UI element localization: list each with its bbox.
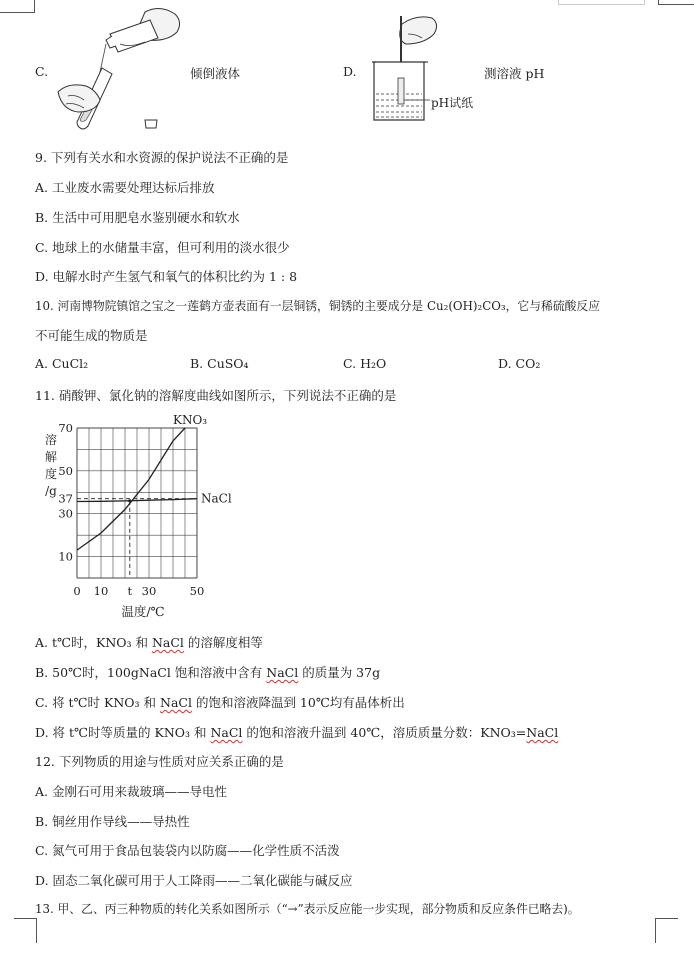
series-line-kno3 xyxy=(77,428,185,550)
q13-stem: 13. 甲、乙、丙三种物质的转化关系如图所示（“→”表示反应能一步实现，部分物质和反应条件已略去)。 xyxy=(35,902,580,916)
x-tick-label: 0 xyxy=(73,584,81,598)
q11-a-text-post: 的溶解度相等 xyxy=(183,635,263,650)
q9-option-d: D. 电解水时产生氢气和氧气的体积比约为 1 : 8 xyxy=(35,269,298,284)
x-tick-label: 30 xyxy=(141,584,157,598)
solubility-curve-chart xyxy=(35,408,245,626)
x-tick-label: 10 xyxy=(93,584,109,598)
y-tick-label: 10 xyxy=(58,549,73,564)
y-axis-label-char: 溶 xyxy=(44,433,58,447)
q12-option-a: A. 金刚石可用来裁玻璃——导电性 xyxy=(35,784,227,799)
q10-stem-line1: 10. 河南博物院镇馆之宝之一莲鹤方壶表面有一层铜锈，铜锈的主要成分是 Cu₂(OH)₂CO₃，它与稀硫酸反应 xyxy=(35,299,601,313)
q12-option-b: B. 铜丝用作导线——导热性 xyxy=(35,814,190,829)
x-tick-label: t xyxy=(127,584,133,598)
top-right-tab xyxy=(558,0,645,5)
y-axis-label-char: 解 xyxy=(44,450,58,464)
option-d-caption: 测溶液 pH xyxy=(484,66,545,81)
q11-d-text-pre: D. 将 t℃时等质量的 KNO₃ 和 xyxy=(35,725,211,740)
corner-mark-top-right xyxy=(658,0,694,5)
q10-stem-line2: 不可能生成的物质是 xyxy=(35,328,148,343)
q10-option-a: A. CuCl₂ xyxy=(35,356,89,371)
q11-option-a xyxy=(35,633,263,651)
corner-mark-bottom-right xyxy=(655,918,678,943)
intersection-point xyxy=(128,499,131,502)
q11-a-text-pre: A. t℃时，KNO₃ 和 xyxy=(35,635,152,650)
option-c-label: C. xyxy=(35,64,49,79)
q10-option-b: B. CuSO₄ xyxy=(190,356,249,371)
q12-stem: 12. 下列物质的用途与性质对应关系正确的是 xyxy=(35,754,284,769)
q10-option-c: C. H₂O xyxy=(343,356,387,371)
q11-d-nacl: NaCl xyxy=(210,725,243,740)
q9-stem: 9. 下列有关水和水资源的保护说法不正确的是 xyxy=(35,150,289,165)
corner-mark-top-left xyxy=(0,0,35,13)
q11-b-text-post: 的质量为 37g xyxy=(298,665,381,680)
series-label-kno3: KNO₃ xyxy=(173,413,208,427)
ph-strip-label: pH试纸 xyxy=(431,96,474,110)
y-tick-label: 70 xyxy=(58,421,73,435)
pouring-liquid-illustration xyxy=(50,4,190,132)
q11-stem: 11. 硝酸钾、氯化钠的溶解度曲线如图所示，下列说法不正确的是 xyxy=(35,388,397,403)
q11-option-b xyxy=(35,663,380,681)
q11-a-nacl: NaCl xyxy=(151,635,184,650)
q9-option-b: B. 生活中可用肥皂水鉴别硬水和软水 xyxy=(35,210,240,225)
x-tick-label: 50 xyxy=(189,584,205,598)
q11-b-nacl: NaCl xyxy=(266,665,299,680)
option-d-label: D. xyxy=(343,64,357,79)
x-axis-label: 温度/℃ xyxy=(121,604,165,619)
y-tick-label: 30 xyxy=(58,506,73,521)
q12-option-c: C. 氮气可用于食品包装袋内以防腐——化学性质不活泼 xyxy=(35,843,340,858)
y-tick-label: 50 xyxy=(58,463,73,478)
option-c-caption: 倾倒液体 xyxy=(190,66,241,81)
y-tick-label: 37 xyxy=(58,491,73,506)
q10-option-d: D. CO₂ xyxy=(498,356,541,371)
q12-option-d: D. 固态二氧化碳可用于人工降雨——二氧化碳能与碱反应 xyxy=(35,873,353,888)
q11-option-d xyxy=(35,723,558,741)
q11-d-nacl-2: NaCl xyxy=(526,725,559,740)
y-axis-label-char: /g xyxy=(45,484,57,498)
q9-option-a: A. 工业废水需要处理达标后排放 xyxy=(35,180,215,195)
y-axis-label-char: 度 xyxy=(44,467,58,481)
series-label-nacl: NaCl xyxy=(201,491,232,506)
q11-c-text-pre: C. 将 t℃时 KNO₃ 和 xyxy=(35,695,161,710)
q11-b-text-pre: B. 50℃时，100gNaCl 饱和溶液中含有 xyxy=(35,665,267,680)
corner-mark-bottom-left xyxy=(14,918,37,943)
q11-c-text-post: 的饱和溶液降温到 10℃均有晶体析出 xyxy=(191,695,405,710)
q11-c-nacl: NaCl xyxy=(160,695,192,710)
q11-d-text-mid: 的饱和溶液升温到 40℃，溶质质量分数：KNO₃= xyxy=(242,725,527,740)
q11-option-c xyxy=(35,693,405,711)
q9-option-c: C. 地球上的水储量丰富，但可利用的淡水很少 xyxy=(35,240,290,255)
